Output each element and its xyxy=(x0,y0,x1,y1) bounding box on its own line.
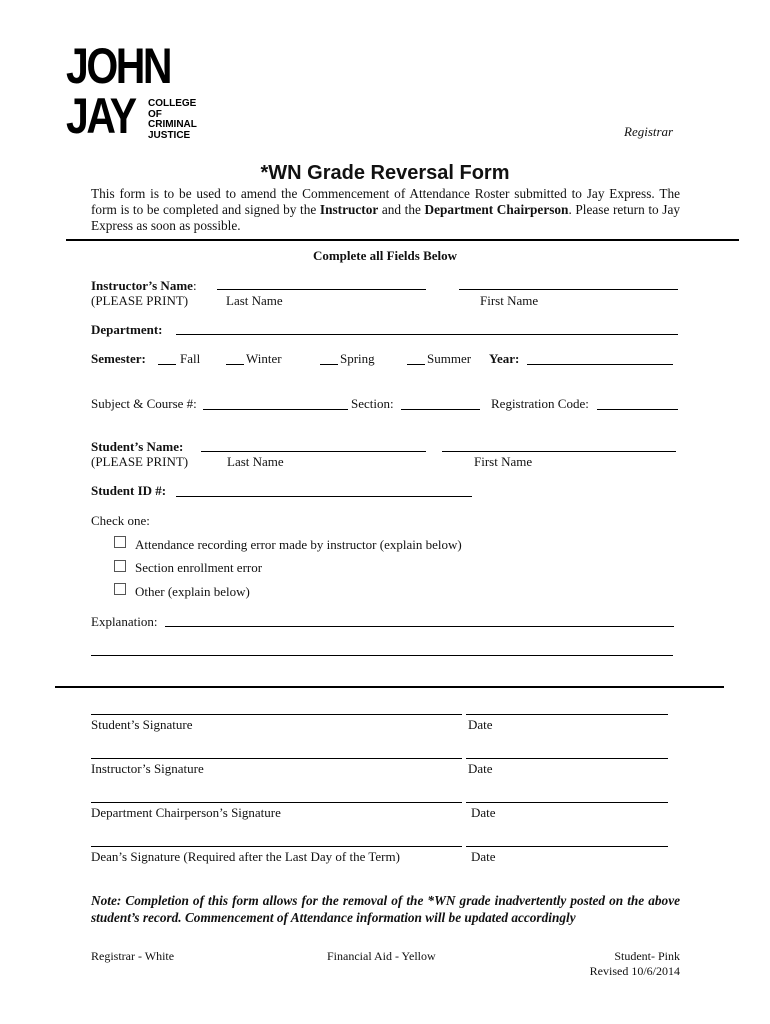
option-section-enrollment: Section enrollment error xyxy=(135,560,263,575)
check-one-label: Check one: xyxy=(91,513,150,528)
subject-course-label: Subject & Course #: xyxy=(91,396,197,411)
spring-option: Spring xyxy=(340,351,375,366)
logo-line: OF xyxy=(148,108,162,120)
registration-code-label: Registration Code: xyxy=(491,396,589,411)
divider-top xyxy=(66,239,739,241)
department-field[interactable] xyxy=(176,334,678,335)
fall-blank[interactable] xyxy=(158,364,176,365)
explanation-label: Explanation: xyxy=(91,614,158,629)
office-label: Registrar xyxy=(624,124,674,139)
instructor-name-label: Instructor’s Name: xyxy=(91,278,197,293)
option-other: Other (explain below) xyxy=(135,584,250,599)
year-label: Year: xyxy=(489,351,520,366)
summer-blank[interactable] xyxy=(407,364,425,365)
logo-jay: JAY xyxy=(66,88,135,144)
instructor-last-name-field[interactable] xyxy=(217,289,426,290)
student-signature-field[interactable] xyxy=(91,714,462,715)
date-label: Date xyxy=(471,849,496,864)
page-title: *WN Grade Reversal Form xyxy=(260,162,510,184)
student-last-name-field[interactable] xyxy=(201,451,426,452)
first-name-caption: First Name xyxy=(474,454,533,469)
instructor-date-field[interactable] xyxy=(466,758,668,759)
footer-student-copy: Student- Pink xyxy=(614,949,680,963)
year-field[interactable] xyxy=(527,364,673,365)
winter-blank[interactable] xyxy=(226,364,244,365)
signature-label: Department Chairperson’s Signature xyxy=(91,805,281,820)
logo-line: CRIMINAL xyxy=(148,119,197,130)
footer-registrar-copy: Registrar - White xyxy=(91,949,175,963)
student-first-name-field[interactable] xyxy=(442,451,676,452)
checkbox-section-enrollment[interactable] xyxy=(114,560,126,572)
section-label: Section: xyxy=(351,396,394,411)
intro-department: Department Chairperson xyxy=(424,202,569,217)
completion-note: Note: Completion of this form allows for the removal of the *WN grade inadvertently posted on the above student’s record. Commencement of Attendance information will be updated accordingly xyxy=(91,893,680,925)
date-label: Date xyxy=(468,717,493,732)
department-label: Department: xyxy=(91,322,163,337)
intro-text: This form is to be used to amend the Commencement of Attendance Roster submitted to Jay Express. The form is to be completed and signed by the xyxy=(91,186,680,217)
intro-instructor: Instructor xyxy=(319,202,379,217)
dean-date-field[interactable] xyxy=(466,846,668,847)
footer-financial-aid-copy: Financial Aid - Yellow xyxy=(327,949,436,963)
instructor-first-name-field[interactable] xyxy=(459,289,678,290)
logo-john: JOHN xyxy=(66,38,171,94)
intro-text: . Please return to Jay Express as soon as possible. xyxy=(91,202,680,233)
signature-label: Instructor’s Signature xyxy=(91,761,204,776)
student-name-label: Student’s Name: xyxy=(91,439,184,454)
signature-label: Dean’s Signature (Required after the Last Day of the Term) xyxy=(91,849,400,864)
semester-label: Semester: xyxy=(91,351,146,366)
chairperson-date-field[interactable] xyxy=(466,802,668,803)
spring-blank[interactable] xyxy=(320,364,338,365)
last-name-caption: Last Name xyxy=(227,454,284,469)
explanation-field-line-2[interactable] xyxy=(91,655,673,656)
logo-college-text xyxy=(148,99,197,141)
date-label: Date xyxy=(471,805,496,820)
footer-revised-date: Revised 10/6/2014 xyxy=(589,964,680,978)
student-id-field[interactable] xyxy=(176,496,472,497)
logo-line: JUSTICE xyxy=(148,129,191,141)
option-attendance-error: Attendance recording error made by instructor (explain below) xyxy=(135,537,462,552)
last-name-caption: Last Name xyxy=(226,293,283,308)
winter-option: Winter xyxy=(246,351,282,366)
intro-paragraph xyxy=(91,186,680,234)
first-name-caption: First Name xyxy=(480,293,539,308)
checkbox-other[interactable] xyxy=(114,583,126,595)
logo-line: COLLEGE xyxy=(148,98,197,109)
subject-course-field[interactable] xyxy=(203,409,348,410)
student-date-field[interactable] xyxy=(466,714,668,715)
divider-middle xyxy=(55,686,724,688)
registration-code-field[interactable] xyxy=(597,409,678,410)
date-label: Date xyxy=(468,761,493,776)
student-id-label: Student ID #: xyxy=(91,483,167,498)
instructor-signature-field[interactable] xyxy=(91,758,462,759)
intro-text: and the xyxy=(378,202,425,217)
summer-option: Summer xyxy=(427,351,472,366)
fall-option: Fall xyxy=(180,351,201,366)
print-note: (PLEASE PRINT) xyxy=(91,454,189,469)
section-field[interactable] xyxy=(401,409,480,410)
checkbox-attendance-error[interactable] xyxy=(114,536,126,548)
section-heading: Complete all Fields Below xyxy=(312,248,458,263)
signature-label: Student’s Signature xyxy=(91,717,193,732)
dean-signature-field[interactable] xyxy=(91,846,462,847)
print-note: (PLEASE PRINT) xyxy=(91,293,189,308)
chairperson-signature-field[interactable] xyxy=(91,802,462,803)
explanation-field-line-1[interactable] xyxy=(165,626,674,627)
